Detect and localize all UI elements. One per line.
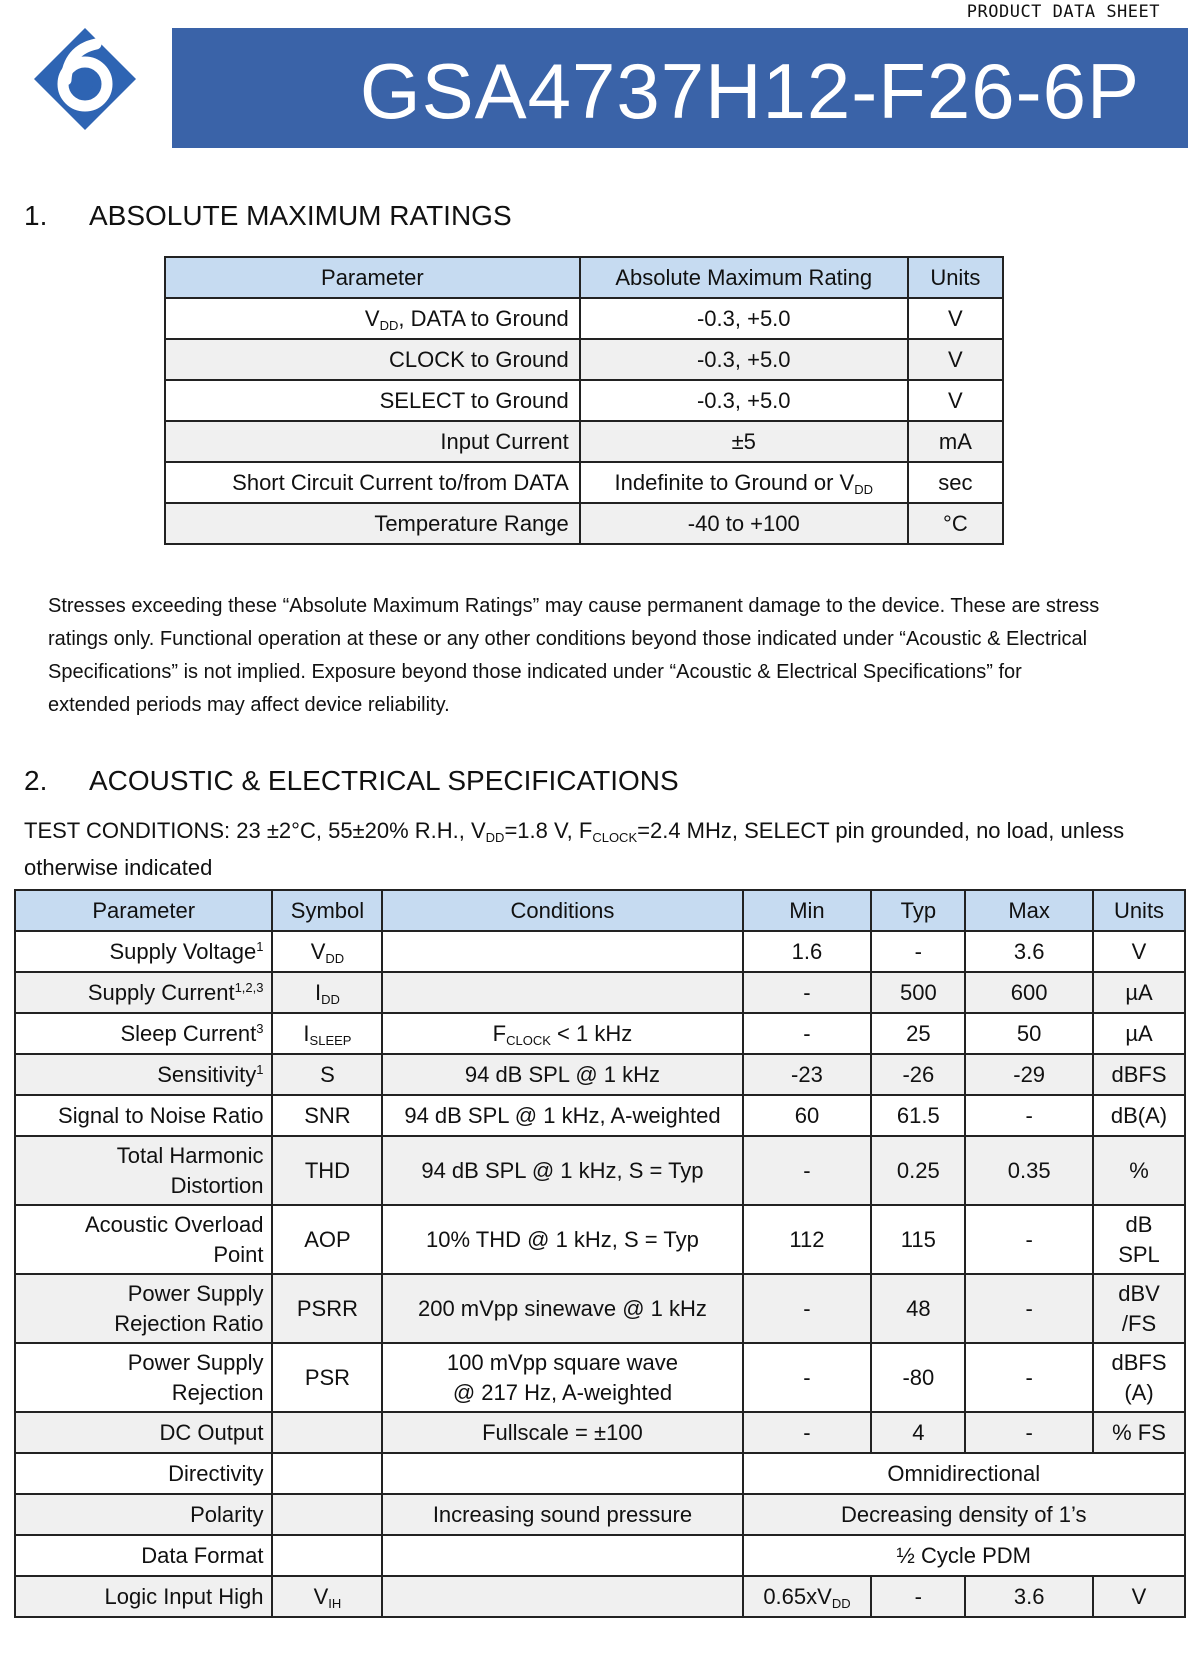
parameter-cell: CLOCK to Ground (165, 339, 580, 380)
table-row (165, 462, 1003, 503)
max-cell: 50 (965, 1013, 1093, 1054)
units-cell: V (908, 339, 1003, 380)
max-cell: 600 (965, 972, 1093, 1013)
typ-cell: 115 (871, 1205, 965, 1274)
conditions-cell: 10% THD @ 1 kHz, S = Typ (382, 1205, 742, 1274)
symbol-cell: AOP (272, 1205, 382, 1274)
table-row (15, 1274, 1185, 1343)
conditions-cell: 94 dB SPL @ 1 kHz, S = Typ (382, 1136, 742, 1205)
table-row (165, 421, 1003, 462)
units-cell: % (1093, 1136, 1185, 1205)
table-row (15, 972, 1185, 1013)
parameter-cell: Short Circuit Current to/from DATA (165, 462, 580, 503)
part-number-title: GSA4737H12-F26-6P (359, 47, 1140, 135)
table-row (15, 1054, 1185, 1095)
parameter-cell: Acoustic Overload Point (15, 1205, 272, 1274)
table-row (15, 1136, 1185, 1205)
table-row (165, 503, 1003, 544)
symbol-cell: THD (272, 1136, 382, 1205)
typ-cell: - (871, 931, 965, 972)
max-cell: -29 (965, 1054, 1093, 1095)
conditions-cell (382, 972, 742, 1013)
stress-note-paragraph: Stresses exceeding these “Absolute Maximum Ratings” may cause permanent damage to the device. These are stress ratings only. Functional operation at these or any other conditions beyond those indicated under “Acoustic & Electrical Specifications” is not implied. Exposure beyond those indicated under “Acoustic & Electrical Specifications” for extended periods may affect device reliability. (48, 595, 1100, 716)
table-row (165, 298, 1003, 339)
parameter-cell: Supply Current$^{1,2,3}$ (15, 972, 272, 1013)
column-header: Symbol (272, 890, 382, 931)
parameter-cell: Polarity (15, 1494, 272, 1535)
company-logo-icon (30, 24, 140, 134)
table-row (15, 931, 1185, 972)
table-row (15, 1095, 1185, 1136)
section-title: ACOUSTIC & ELECTRICAL SPECIFICATIONS (89, 765, 679, 796)
table-header-row (165, 257, 1003, 298)
symbol-cell: $I_{DD}$ (272, 972, 382, 1013)
column-header: Units (908, 257, 1003, 298)
max-cell: - (965, 1343, 1093, 1412)
symbol-cell: SNR (272, 1095, 382, 1136)
units-cell: dBV /FS (1093, 1274, 1185, 1343)
table-row (165, 339, 1003, 380)
typ-cell: 25 (871, 1013, 965, 1054)
min-cell: 60 (743, 1095, 872, 1136)
section-number: 2. (24, 765, 48, 796)
symbol-cell (272, 1412, 382, 1453)
units-cell: dBFS (1093, 1054, 1185, 1095)
parameter-cell: Sleep Current$^3$ (15, 1013, 272, 1054)
column-header: Conditions (382, 890, 742, 931)
parameter-cell: Signal to Noise Ratio (15, 1095, 272, 1136)
rating-cell: -0.3, +5.0 (580, 298, 908, 339)
min-cell: - (743, 1136, 872, 1205)
acoustic-electrical-specs-table (14, 889, 1186, 1618)
units-cell: µA (1093, 972, 1185, 1013)
test-conditions-text: TEST CONDITIONS: 23 ±2°C, 55±20% R.H., $V_{DD}=1.8$ V, $F_{CLOCK}=2.4$ MHz, SELECT pin grounded, no load, unless otherwise indicated (24, 818, 1125, 880)
symbol-cell: $V_{IH}$ (272, 1576, 382, 1617)
max-cell: 0.35 (965, 1136, 1093, 1205)
conditions-cell: Fullscale = ±100 (382, 1412, 742, 1453)
units-cell: V (1093, 1576, 1185, 1617)
symbol-cell: S (272, 1054, 382, 1095)
conditions-cell: 100 mVpp square wave @ 217 Hz, A-weighted (382, 1343, 742, 1412)
conditions-cell: 94 dB SPL @ 1 kHz (382, 1054, 742, 1095)
table-row (15, 1013, 1185, 1054)
section-title: ABSOLUTE MAXIMUM RATINGS (89, 200, 512, 231)
conditions-cell (382, 1453, 742, 1494)
min-cell: - (743, 1343, 872, 1412)
typ-cell: 48 (871, 1274, 965, 1343)
typ-cell: 500 (871, 972, 965, 1013)
parameter-cell: Temperature Range (165, 503, 580, 544)
symbol-cell: $I_{SLEEP}$ (272, 1013, 382, 1054)
units-cell: °C (908, 503, 1003, 544)
parameter-cell: Logic Input High (15, 1576, 272, 1617)
parameter-cell: Power Supply Rejection (15, 1343, 272, 1412)
table-row (165, 380, 1003, 421)
parameter-cell: SELECT to Ground (165, 380, 580, 421)
units-cell: µA (1093, 1013, 1185, 1054)
max-cell: - (965, 1274, 1093, 1343)
typ-cell: -26 (871, 1054, 965, 1095)
rating-cell: Indefinite to Ground or $V_{DD}$ (580, 462, 908, 503)
min-cell: - (743, 1013, 872, 1054)
conditions-cell (382, 1535, 742, 1576)
conditions-cell (382, 1576, 742, 1617)
column-header: Max (965, 890, 1093, 931)
min-cell: - (743, 1274, 872, 1343)
parameter-cell: DC Output (15, 1412, 272, 1453)
units-cell: V (1093, 931, 1185, 972)
column-header: Min (743, 890, 872, 931)
min-cell: 112 (743, 1205, 872, 1274)
units-cell: dB SPL (1093, 1205, 1185, 1274)
parameter-cell: $V_{DD}$, DATA to Ground (165, 298, 580, 339)
column-header: Typ (871, 890, 965, 931)
absolute-max-ratings-table (164, 256, 1004, 545)
rating-cell: -0.3, +5.0 (580, 380, 908, 421)
parameter-cell: Total Harmonic Distortion (15, 1136, 272, 1205)
conditions-cell: 200 mVpp sinewave @ 1 kHz (382, 1274, 742, 1343)
rating-cell: ±5 (580, 421, 908, 462)
typ-cell: 61.5 (871, 1095, 965, 1136)
section-1-heading (24, 200, 512, 232)
min-cell: - (743, 1412, 872, 1453)
rating-cell: -0.3, +5.0 (580, 339, 908, 380)
conditions-cell: 94 dB SPL @ 1 kHz, A-weighted (382, 1095, 742, 1136)
units-cell: dB(A) (1093, 1095, 1185, 1136)
table-row (15, 1412, 1185, 1453)
table-row (15, 1494, 1185, 1535)
title-banner (172, 28, 1188, 148)
symbol-cell: PSRR (272, 1274, 382, 1343)
typ-cell: 4 (871, 1412, 965, 1453)
parameter-cell: Input Current (165, 421, 580, 462)
units-cell: sec (908, 462, 1003, 503)
table-row (15, 1343, 1185, 1412)
conditions-cell: $F_{CLOCK} < 1$ kHz (382, 1013, 742, 1054)
parameter-cell: Directivity (15, 1453, 272, 1494)
min-cell: 1.6 (743, 931, 872, 972)
column-header: Absolute Maximum Rating (580, 257, 908, 298)
max-cell: 3.6 (965, 1576, 1093, 1617)
max-cell: - (965, 1205, 1093, 1274)
units-cell: mA (908, 421, 1003, 462)
value-cell: Decreasing density of 1’s (743, 1494, 1186, 1535)
column-header: Parameter (165, 257, 580, 298)
symbol-cell (272, 1535, 382, 1576)
rating-cell: -40 to +100 (580, 503, 908, 544)
units-cell: V (908, 380, 1003, 421)
section-number: 1. (24, 200, 48, 231)
symbol-cell (272, 1453, 382, 1494)
section-2-heading (24, 765, 679, 797)
max-cell: - (965, 1412, 1093, 1453)
units-cell: V (908, 298, 1003, 339)
min-cell: - (743, 972, 872, 1013)
conditions-cell (382, 931, 742, 972)
parameter-cell: Data Format (15, 1535, 272, 1576)
symbol-cell: PSR (272, 1343, 382, 1412)
symbol-cell (272, 1494, 382, 1535)
table-row (15, 1205, 1185, 1274)
document-type-label: PRODUCT DATA SHEET (966, 2, 1160, 22)
value-cell: Omnidirectional (743, 1453, 1186, 1494)
units-cell: % FS (1093, 1412, 1185, 1453)
conditions-cell: Increasing sound pressure (382, 1494, 742, 1535)
units-cell: dBFS (A) (1093, 1343, 1185, 1412)
column-header: Units (1093, 890, 1185, 931)
table-row (15, 1453, 1185, 1494)
typ-cell: -80 (871, 1343, 965, 1412)
table-row (15, 1535, 1185, 1576)
parameter-cell: Power Supply Rejection Ratio (15, 1274, 272, 1343)
max-cell: 3.6 (965, 931, 1093, 972)
parameter-cell: Sensitivity$^1$ (15, 1054, 272, 1095)
typ-cell: 0.25 (871, 1136, 965, 1205)
parameter-cell: Supply Voltage$^1$ (15, 931, 272, 972)
min-cell: $0.65xV_{DD}$ (743, 1576, 872, 1617)
table-row (15, 1576, 1185, 1617)
column-header: Parameter (15, 890, 272, 931)
table-header-row (15, 890, 1185, 931)
value-cell: ½ Cycle PDM (743, 1535, 1186, 1576)
min-cell: -23 (743, 1054, 872, 1095)
max-cell: - (965, 1095, 1093, 1136)
typ-cell: - (871, 1576, 965, 1617)
symbol-cell: $V_{DD}$ (272, 931, 382, 972)
